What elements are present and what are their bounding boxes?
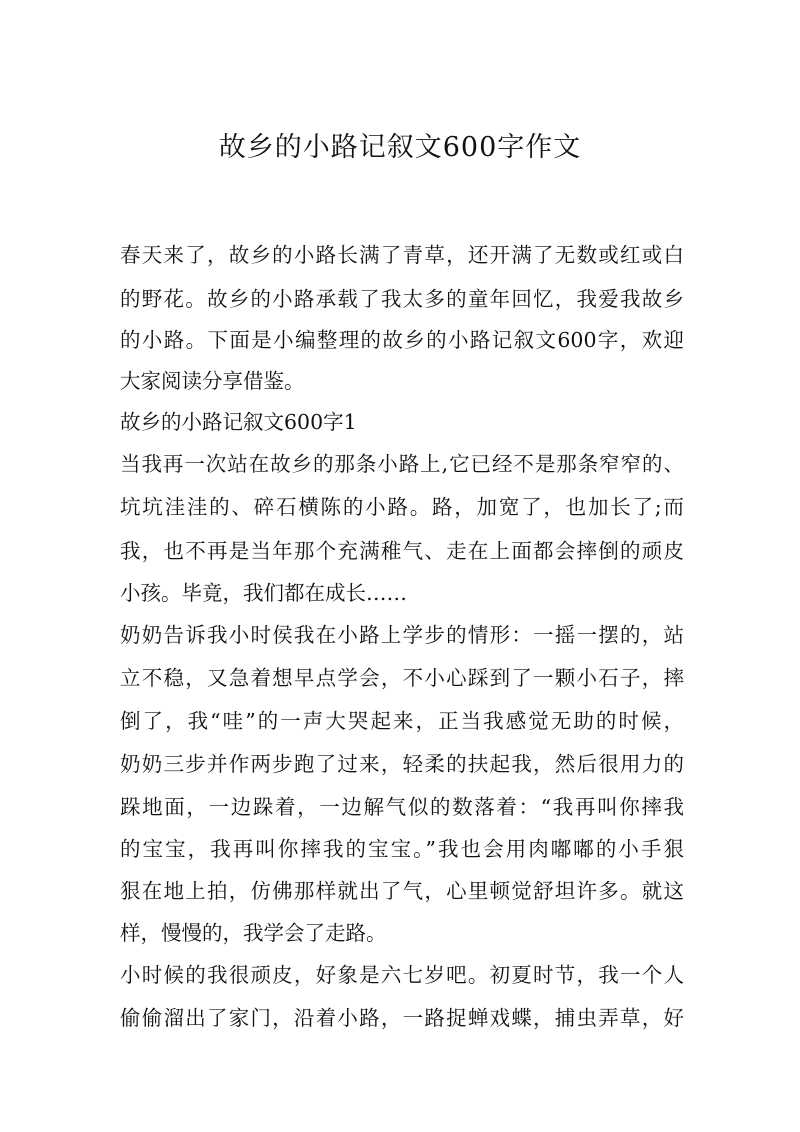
text-line: 倒了，我“哇”的一声大哭起来，正当我感觉无助的时候， xyxy=(120,709,684,733)
text-line: 偷偷溜出了家门，沿着小路，一路捉蝉戏蝶，捕虫弄草，好 xyxy=(120,1006,684,1030)
text-line: 奶奶三步并作两步跑了过来，轻柔的扶起我，然后很用力的 xyxy=(120,752,684,776)
text-line: 的小路。下面是小编整理的故乡的小路记叙文600字，欢迎 xyxy=(120,328,684,352)
document-title: 故乡的小路记叙文600字作文 xyxy=(218,132,582,163)
text-line: 小孩。毕竟，我们都在成长…… xyxy=(120,581,407,605)
text-line: 春天来了，故乡的小路长满了青草，还开满了无数或红或白 xyxy=(120,243,684,267)
text-line: 的野花。故乡的小路承载了我太多的童年回忆，我爱我故乡 xyxy=(120,287,684,311)
section-heading: 故乡的小路记叙文600字1 xyxy=(120,410,357,434)
text-line: 小时候的我很顽皮，好象是六七岁吧。初夏时节，我一个人 xyxy=(120,963,684,987)
text-line: 坑坑洼洼的、碎石横陈的小路。路，加宽了，也加长了;而 xyxy=(120,495,684,519)
text-line: 的宝宝，我再叫你摔我的宝宝。”我也会用肉嘟嘟的小手狠 xyxy=(120,837,684,861)
text-line: 狠在地上拍，仿佛那样就出了气，心里顿觉舒坦许多。就这 xyxy=(120,879,684,903)
text-line: 样，慢慢的，我学会了走路。 xyxy=(120,921,387,945)
text-line: 奶奶告诉我小时侯我在小路上学步的情形：一摇一摆的，站 xyxy=(120,623,684,647)
text-line: 大家阅读分享借鉴。 xyxy=(120,369,305,393)
text-line: 我，也不再是当年那个充满稚气、走在上面都会摔倒的顽皮 xyxy=(120,539,684,563)
text-line: 立不稳，又急着想早点学会，不小心踩到了一颗小石子，摔 xyxy=(120,666,684,690)
text-line: 当我再一次站在故乡的那条小路上,它已经不是那条窄窄的、 xyxy=(120,452,684,476)
text-line: 跺地面，一边跺着，一边解气似的数落着：“我再叫你摔我 xyxy=(120,795,684,819)
